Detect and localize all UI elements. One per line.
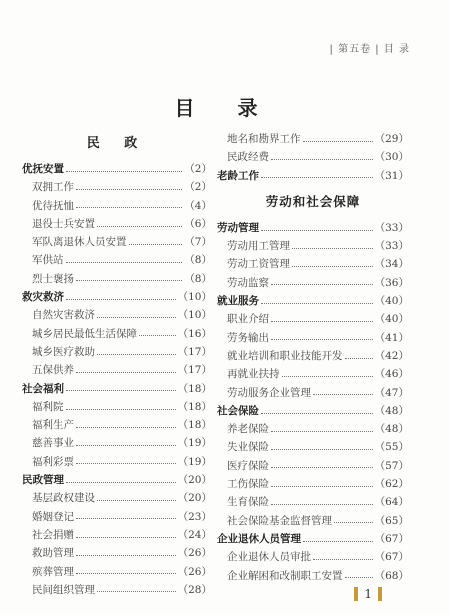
toc-entry-page: （48） bbox=[374, 404, 409, 417]
toc-entry-page: （65） bbox=[374, 514, 409, 527]
toc-leader-dots bbox=[271, 431, 373, 432]
toc-leader-dots bbox=[76, 518, 176, 519]
toc-entry-title: 养老保险 bbox=[227, 423, 269, 436]
toc-leader-dots bbox=[261, 230, 373, 231]
toc-leader-dots bbox=[76, 463, 176, 464]
toc-entry-title: 劳动用工管理 bbox=[227, 240, 290, 253]
toc-leader-dots bbox=[66, 299, 176, 300]
toc-entry[interactable] bbox=[217, 512, 409, 530]
toc-leader-dots bbox=[129, 244, 183, 245]
toc-entry[interactable] bbox=[217, 457, 409, 475]
toc-entry-title: 企业解困和改制职工安置 bbox=[227, 569, 343, 582]
toc-leader-dots bbox=[261, 177, 373, 178]
toc-entry[interactable] bbox=[22, 197, 212, 215]
page-number bbox=[348, 587, 388, 602]
toc-entry-title: 优抚安置 bbox=[22, 163, 64, 175]
toc-entry[interactable] bbox=[22, 434, 212, 452]
toc-entry-page: （55） bbox=[374, 441, 409, 454]
toc-list-right-top bbox=[217, 130, 409, 185]
toc-entry-page: （26） bbox=[177, 565, 212, 578]
toc-entry[interactable] bbox=[22, 343, 212, 361]
toc-entry-title: 军队离退休人员安置 bbox=[32, 236, 127, 249]
toc-entry[interactable] bbox=[217, 548, 409, 566]
toc-section-entry[interactable] bbox=[217, 292, 409, 310]
toc-entry-page: （42） bbox=[374, 349, 409, 362]
toc-entry[interactable] bbox=[217, 237, 409, 255]
toc-entry-title: 再就业扶持 bbox=[227, 368, 280, 381]
toc-entry[interactable] bbox=[217, 148, 409, 166]
toc-entry[interactable] bbox=[22, 526, 212, 544]
toc-leader-dots bbox=[139, 335, 176, 336]
toc-leader-dots bbox=[97, 500, 176, 501]
toc-entry[interactable] bbox=[22, 270, 212, 288]
toc-section-entry[interactable] bbox=[217, 219, 409, 237]
toc-entry-page: （40） bbox=[374, 295, 409, 308]
toc-leader-dots bbox=[345, 358, 373, 359]
toc-entry-page: （26） bbox=[177, 547, 212, 560]
toc-entry-title: 救灾救济 bbox=[22, 291, 64, 304]
toc-entry-title: 婚姻登记 bbox=[32, 510, 74, 523]
toc-entry[interactable] bbox=[217, 347, 409, 365]
toc-leader-dots bbox=[345, 577, 373, 578]
toc-entry-title: 救助管理 bbox=[32, 547, 74, 560]
toc-entry-title: 福利彩票 bbox=[32, 455, 74, 468]
toc-entry[interactable] bbox=[217, 329, 409, 347]
toc-leader-dots bbox=[97, 591, 176, 592]
toc-leader-dots bbox=[303, 141, 373, 142]
toc-entry-page: （30） bbox=[374, 151, 409, 164]
toc-entry-title: 社会捐赠 bbox=[32, 528, 74, 541]
toc-entry-page: （24） bbox=[177, 528, 212, 541]
toc-leader-dots bbox=[292, 248, 373, 249]
toc-entry-title: 地名和勘界工作 bbox=[227, 133, 301, 145]
toc-entry-title: 职业介绍 bbox=[227, 313, 269, 326]
toc-entry[interactable] bbox=[217, 130, 409, 148]
toc-entry-title: 社会保险 bbox=[217, 404, 259, 417]
toc-entry-page: （48） bbox=[374, 423, 409, 436]
toc-list-right bbox=[217, 219, 409, 585]
toc-leader-dots bbox=[282, 376, 373, 377]
toc-leader-dots bbox=[261, 413, 373, 414]
toc-leader-dots bbox=[76, 372, 176, 373]
toc-entry-page: （20） bbox=[177, 474, 212, 487]
toc-section-entry[interactable] bbox=[22, 380, 212, 398]
toc-entry-page: （47） bbox=[374, 386, 409, 399]
page-number-text: 1 bbox=[364, 586, 372, 601]
toc-entry[interactable] bbox=[22, 251, 212, 269]
toc-entry-page: （18） bbox=[177, 419, 212, 432]
toc-entry-page: （64） bbox=[374, 496, 409, 509]
toc-entry[interactable] bbox=[22, 453, 212, 471]
toc-entry-title: 劳务输出 bbox=[227, 331, 269, 344]
toc-leader-dots bbox=[66, 171, 182, 172]
toc-entry[interactable] bbox=[217, 420, 409, 438]
toc-entry-title: 社会福利 bbox=[22, 382, 64, 395]
toc-entry-page: （23） bbox=[177, 510, 212, 523]
toc-leader-dots bbox=[76, 537, 176, 538]
toc-entry-title: 劳动监察 bbox=[227, 276, 269, 289]
toc-entry-page: （68） bbox=[374, 569, 409, 582]
toc-entry[interactable] bbox=[217, 438, 409, 456]
toc-entry-page: （2） bbox=[184, 163, 212, 175]
toc-leader-dots bbox=[66, 390, 176, 391]
folio-bar-decoration bbox=[354, 587, 358, 601]
toc-entry-page: （19） bbox=[177, 455, 212, 468]
toc-entry-page: （40） bbox=[374, 313, 409, 326]
toc-leader-dots bbox=[313, 559, 373, 560]
toc-leader-dots bbox=[271, 159, 373, 160]
toc-entry-title: 工伤保险 bbox=[227, 478, 269, 491]
toc-entry[interactable] bbox=[22, 508, 212, 526]
toc-list-left bbox=[22, 160, 212, 599]
toc-entry-title: 基层政权建设 bbox=[32, 492, 95, 505]
toc-leader-dots bbox=[334, 522, 373, 523]
toc-entry-title: 五保供养 bbox=[32, 364, 74, 377]
toc-entry-title: 烈士褒扬 bbox=[32, 272, 74, 285]
toc-entry-page: （7） bbox=[184, 236, 212, 249]
toc-entry-page: （6） bbox=[184, 217, 212, 230]
toc-entry-title: 城乡居民最低生活保障 bbox=[32, 327, 137, 340]
toc-leader-dots bbox=[66, 409, 176, 410]
toc-entry-page: （17） bbox=[177, 364, 212, 377]
toc-leader-dots bbox=[97, 354, 176, 355]
toc-leader-dots bbox=[271, 284, 373, 285]
toc-entry-title: 退役士兵安置 bbox=[32, 217, 95, 230]
toc-entry-title: 民政管理 bbox=[22, 474, 64, 487]
toc-entry-page: （10） bbox=[177, 291, 212, 304]
toc-entry-title: 优待抚恤 bbox=[32, 199, 74, 212]
toc-leader-dots bbox=[76, 280, 182, 281]
toc-entry-page: （33） bbox=[374, 240, 409, 253]
toc-entry-title: 劳动管理 bbox=[217, 221, 259, 234]
toc-leader-dots bbox=[292, 266, 373, 267]
toc-entry-page: （36） bbox=[374, 276, 409, 289]
toc-entry-page: （62） bbox=[374, 478, 409, 491]
toc-leader-dots bbox=[313, 394, 373, 395]
running-head: | 第五卷 | 目 录 bbox=[329, 44, 410, 55]
section-heading-civil-affairs: 民 政 bbox=[86, 136, 148, 151]
toc-entry-title: 劳动工资管理 bbox=[227, 258, 290, 271]
toc-entry[interactable] bbox=[217, 493, 409, 511]
toc-leader-dots bbox=[271, 504, 373, 505]
toc-entry-title: 城乡医疗救助 bbox=[32, 345, 95, 358]
toc-entry-title: 双拥工作 bbox=[32, 181, 74, 194]
toc-entry-title: 劳动服务企业管理 bbox=[227, 386, 311, 399]
toc-entry[interactable] bbox=[22, 544, 212, 562]
toc-entry[interactable] bbox=[22, 215, 212, 233]
toc-entry-title: 福利院 bbox=[32, 400, 64, 413]
toc-leader-dots bbox=[76, 427, 176, 428]
toc-entry-title: 老龄工作 bbox=[217, 169, 259, 182]
toc-entry-page: （20） bbox=[177, 492, 212, 505]
toc-entry-title: 医疗保险 bbox=[227, 459, 269, 472]
toc-entry-page: （46） bbox=[374, 368, 409, 381]
toc-leader-dots bbox=[76, 189, 182, 190]
toc-entry[interactable] bbox=[22, 178, 212, 196]
toc-leader-dots bbox=[66, 482, 176, 483]
toc-section-entry[interactable] bbox=[22, 160, 212, 178]
toc-entry-page: （33） bbox=[374, 221, 409, 234]
toc-leader-dots bbox=[97, 226, 182, 227]
toc-entry[interactable] bbox=[22, 581, 212, 599]
toc-entry[interactable] bbox=[22, 306, 212, 324]
toc-entry-page: （57） bbox=[374, 459, 409, 472]
toc-leader-dots bbox=[97, 317, 176, 318]
toc-entry-page: （16） bbox=[177, 327, 212, 340]
toc-entry-page: （18） bbox=[177, 400, 212, 413]
toc-entry-page: （8） bbox=[184, 272, 212, 285]
toc-entry[interactable] bbox=[217, 384, 409, 402]
toc-section-entry[interactable] bbox=[217, 402, 409, 420]
folio-bar-decoration bbox=[378, 587, 382, 601]
page-title: 目 录 bbox=[174, 96, 276, 120]
toc-section-entry[interactable] bbox=[22, 288, 212, 306]
toc-entry-title: 军供站 bbox=[32, 254, 64, 267]
toc-entry[interactable] bbox=[22, 398, 212, 416]
toc-entry-title: 生育保险 bbox=[227, 496, 269, 509]
toc-entry-page: （17） bbox=[177, 345, 212, 358]
toc-entry-page: （34） bbox=[374, 258, 409, 271]
toc-entry-page: （67） bbox=[374, 551, 409, 564]
toc-leader-dots bbox=[271, 467, 373, 468]
toc-entry-title: 慈善事业 bbox=[32, 437, 74, 450]
toc-entry[interactable] bbox=[217, 365, 409, 383]
toc-section-entry[interactable] bbox=[22, 471, 212, 489]
toc-leader-dots bbox=[271, 321, 373, 322]
toc-entry[interactable] bbox=[217, 255, 409, 273]
toc-entry-title: 殡葬管理 bbox=[32, 565, 74, 578]
toc-entry-page: （4） bbox=[184, 199, 212, 212]
toc-entry[interactable] bbox=[22, 489, 212, 507]
toc-entry-title: 福利生产 bbox=[32, 419, 74, 432]
toc-leader-dots bbox=[66, 262, 183, 263]
toc-entry[interactable] bbox=[22, 563, 212, 581]
toc-leader-dots bbox=[76, 445, 176, 446]
toc-entry[interactable] bbox=[22, 233, 212, 251]
toc-entry-title: 企业退休人员审批 bbox=[227, 551, 311, 564]
toc-entry-title: 社会保险基金监督管理 bbox=[227, 514, 332, 527]
toc-entry-title: 失业保险 bbox=[227, 441, 269, 454]
toc-leader-dots bbox=[76, 573, 176, 574]
toc-column-left bbox=[22, 128, 212, 599]
toc-entry[interactable] bbox=[217, 567, 409, 585]
toc-leader-dots bbox=[261, 303, 373, 304]
toc-leader-dots bbox=[271, 339, 373, 340]
toc-leader-dots bbox=[76, 207, 182, 208]
toc-entry-title: 就业培训和职业技能开发 bbox=[227, 349, 343, 362]
toc-section-entry[interactable] bbox=[217, 530, 409, 548]
toc-leader-dots bbox=[271, 486, 373, 487]
toc-entry-title: 民政经费 bbox=[227, 151, 269, 164]
toc-entry-page: （19） bbox=[177, 437, 212, 450]
toc-entry-page: （8） bbox=[184, 254, 212, 267]
toc-entry[interactable] bbox=[22, 361, 212, 379]
toc-leader-dots bbox=[271, 449, 373, 450]
toc-entry[interactable] bbox=[217, 475, 409, 493]
toc-entry-title: 就业服务 bbox=[217, 295, 259, 308]
toc-section-entry[interactable] bbox=[217, 167, 409, 185]
toc-entry-page: （18） bbox=[177, 382, 212, 395]
toc-entry-page: （67） bbox=[374, 532, 409, 545]
toc-entry-page: （29） bbox=[374, 133, 409, 145]
toc-entry-page: （31） bbox=[374, 169, 409, 182]
toc-entry-page: （10） bbox=[177, 309, 212, 322]
toc-leader-dots bbox=[76, 555, 176, 556]
toc-entry-page: （41） bbox=[374, 331, 409, 344]
toc-entry-page: （2） bbox=[184, 181, 212, 194]
toc-entry[interactable] bbox=[22, 416, 212, 434]
toc-leader-dots bbox=[303, 541, 373, 542]
toc-column-right bbox=[217, 130, 409, 585]
toc-entry-title: 自然灾害救济 bbox=[32, 309, 95, 322]
toc-entry-title: 企业退休人员管理 bbox=[217, 532, 301, 545]
toc-entry[interactable] bbox=[217, 274, 409, 292]
toc-entry-page: （28） bbox=[177, 583, 212, 596]
toc-entry[interactable] bbox=[217, 310, 409, 328]
toc-entry[interactable] bbox=[22, 325, 212, 343]
toc-entry-title: 民间组织管理 bbox=[32, 583, 95, 596]
section-heading-labor-social-security: 劳动和社会保障 bbox=[265, 193, 361, 209]
